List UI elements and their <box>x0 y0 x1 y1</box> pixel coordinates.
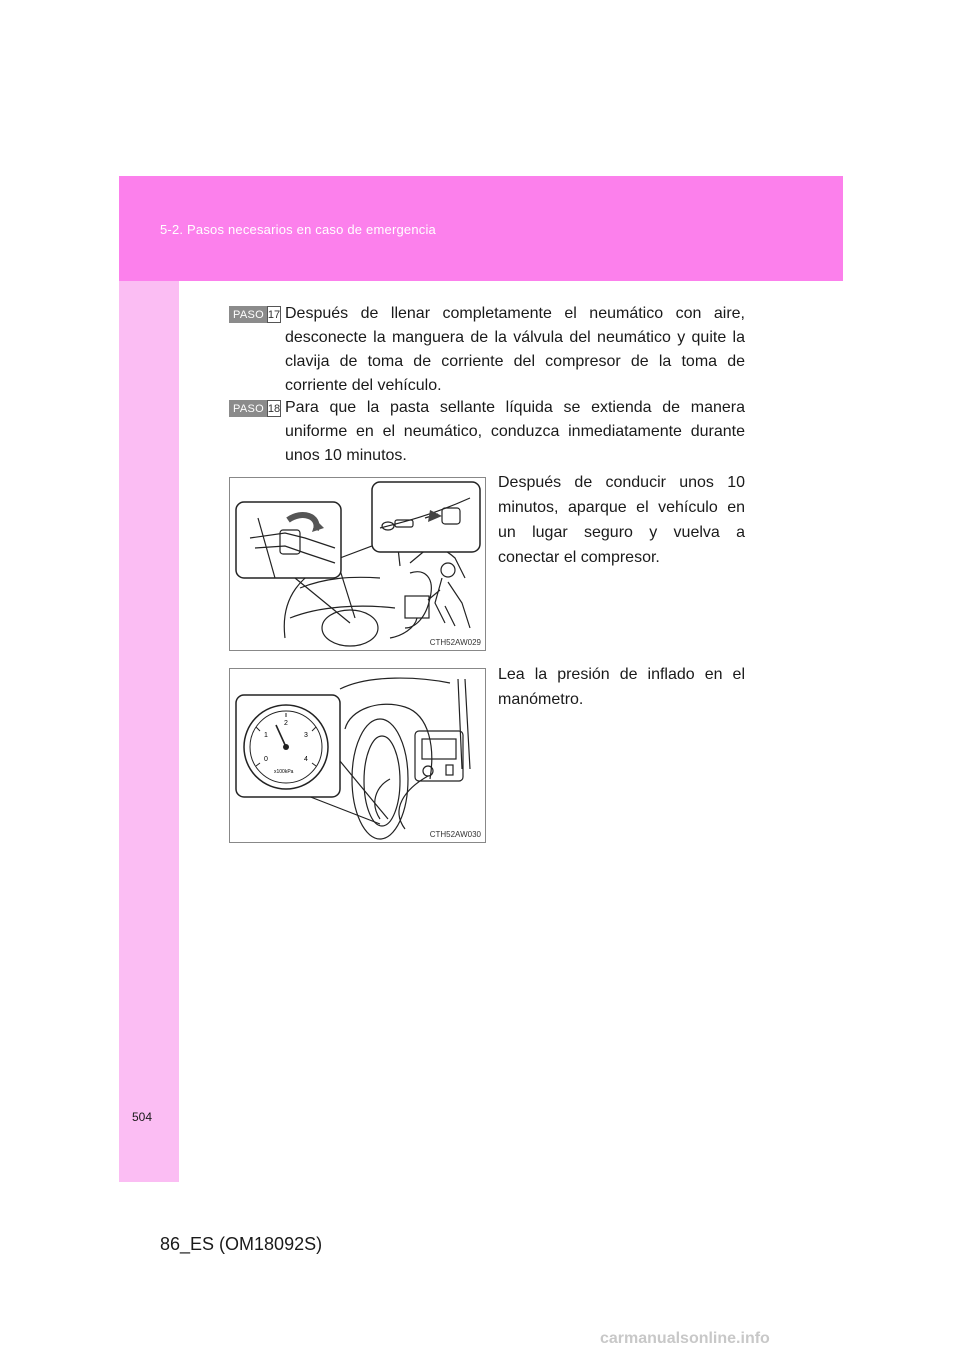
step-badge-label: PASO <box>229 400 267 417</box>
step-number: 18 <box>267 400 281 417</box>
watermark[interactable]: carmanualsonline.info <box>600 1330 770 1347</box>
step-19-illustration <box>229 477 486 651</box>
section-title: 5-2. Pasos necesarios en caso de emergencia <box>160 222 436 237</box>
gauge-tick-0: 0 <box>264 756 268 763</box>
step-number: 17 <box>267 306 281 323</box>
gauge-tick-3: 3 <box>304 732 308 739</box>
step-18-text: Para que la pasta sellante líquida se extienda de manera uniforme en el neumático, conduzca inmediatamente durante unos 10 minutos. <box>285 399 745 464</box>
figure-code: CTH52AW029 <box>429 638 481 647</box>
gauge-unit: x100kPa <box>274 769 294 775</box>
step-badge-label: PASO <box>229 306 267 323</box>
step-18-badge <box>229 400 281 417</box>
step-17-badge <box>229 306 281 323</box>
step-20-illustration <box>229 668 486 843</box>
sidebar-band <box>119 176 179 1182</box>
step-20-text: Lea la presión de inflado en el manómetro. <box>498 666 745 708</box>
gauge-compressor-drawing <box>230 669 485 842</box>
manual-code: 86_ES (OM18092S) <box>160 1234 323 1254</box>
step-19-text: Después de conducir unos 10 minutos, aparque el vehículo en un lugar seguro y vuelva a conectar el compresor. <box>498 474 745 566</box>
car-compressor-drawing <box>230 478 485 650</box>
gauge-tick-4: 4 <box>304 756 308 763</box>
gauge-tick-1: 1 <box>264 732 268 739</box>
page-number: 504 <box>132 1110 153 1124</box>
gauge-tick-2: 2 <box>284 720 288 727</box>
step-17-text: Después de llenar completamente el neumático con aire, desconecte la manguera de la válvula del neumático y quite la clavija de toma de corriente del compresor de la toma de corriente del vehículo. <box>285 305 745 394</box>
figure-code: CTH52AW030 <box>429 830 481 839</box>
